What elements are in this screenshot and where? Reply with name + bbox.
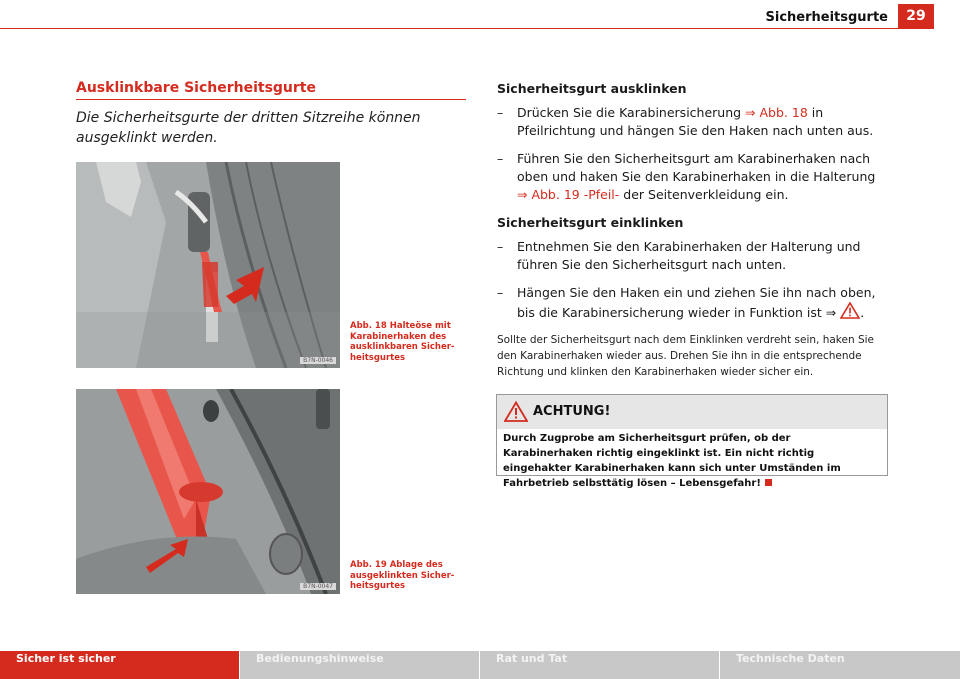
note-paragraph: Sollte der Sicherheitsgurt nach dem Einklinken verdreht sein, haken Sie den Karabinerhaken wieder aus. Drehen Sie ihn in die entsprechende Richtung und klinken den Karabinerhaken wieder sicher ein. [497,334,875,378]
warning-triangle-icon[interactable] [840,302,860,319]
step-text: Entnehmen Sie den Karabinerhaken der Halterung und führen Sie den Sicherheitsgurt nach unten. [517,239,861,272]
figure-18-image [76,162,340,368]
footer-nav [0,651,960,679]
footer-tab-bedienungshinweise[interactable]: Bedienungshinweise [240,651,479,679]
figure-18-reference-link[interactable]: ⇒ Abb. 18 [745,105,808,120]
section-title: Ausklinkbare Sicherheitsgurte [76,80,316,96]
header-rule [0,28,934,29]
step-text: . [860,305,865,320]
list-dash: – [497,285,504,300]
step-text: Hängen Sie den Haken ein und ziehen Sie ihn nach oben, bis die Karabinersicherung wieder in Funktion ist [517,285,876,320]
unhook-section [497,80,889,322]
warning-header [497,395,887,429]
section-end-mark-icon [765,479,772,486]
figure-19-code: B7N-0047 [300,583,336,590]
warning-title: ACHTUNG! [533,404,611,419]
warning-icon [504,401,528,422]
warning-body: Durch Zugprobe am Sicherheitsgurt prüfen, ob der Karabinerhaken richtig eingeklinkt ist. Ein nicht richtig eingehakter Karabinerhaken kann sich unter Umständen im Fahrbetrieb selbsttätig lösen – Lebensgefahr! [503,433,841,489]
figure-19-image [76,389,340,594]
hook-step-1 [497,238,889,274]
step-text: Führen Sie den Sicherheitsgurt am Karabinerhaken nach oben und haken Sie den Karabinerhaken in die Halterung [517,151,876,184]
unhook-heading: Sicherheitsgurt ausklinken [497,81,687,96]
footer-tab-sicher-ist-sicher[interactable]: Sicher ist sicher [0,651,239,679]
belt-storage-photo-illustration [76,389,340,594]
step-text: in Pfeilrichtung und hängen Sie den Haken nach unten aus. [517,105,874,138]
running-header-title: Sicherheitsgurte [765,10,888,25]
carabiner-photo-illustration [76,162,340,368]
section-intro: Die Sicherheitsgurte der dritten Sitzreihe können ausgeklinkt werden. [76,110,421,146]
section-rule [76,99,466,100]
step-text: der Seitenverkleidung ein. [619,187,789,202]
footer-tab-rat-und-tat[interactable]: Rat und Tat [480,651,719,679]
warning-box [496,394,888,489]
hook-step-2 [497,284,889,322]
list-dash: – [497,105,504,120]
warning-text [503,431,883,491]
warning-reference-arrow[interactable]: ⇒ [825,305,837,320]
hook-heading: Sicherheitsgurt einklinken [497,215,684,230]
figure-18-caption: Abb. 18 Halteöse mit Karabinerhaken des ausklinkbaren Sicher-heitsgurtes [350,321,455,363]
figure-19-caption: Abb. 19 Ablage des ausgeklinkten Sicher-heitsgurtes [350,560,455,591]
figure-18-code: B7N-0046 [300,357,336,364]
page-number: 29 [898,4,934,28]
figure-19-reference-link[interactable]: ⇒ Abb. 19 -Pfeil- [517,187,620,202]
step-text: Drücken Sie die Karabinersicherung [517,105,746,120]
unhook-step-1 [497,104,889,140]
footer-tab-technische-daten[interactable]: Technische Daten [720,651,960,679]
list-dash: – [497,151,504,166]
list-dash: – [497,239,504,254]
unhook-step-2 [497,150,889,204]
